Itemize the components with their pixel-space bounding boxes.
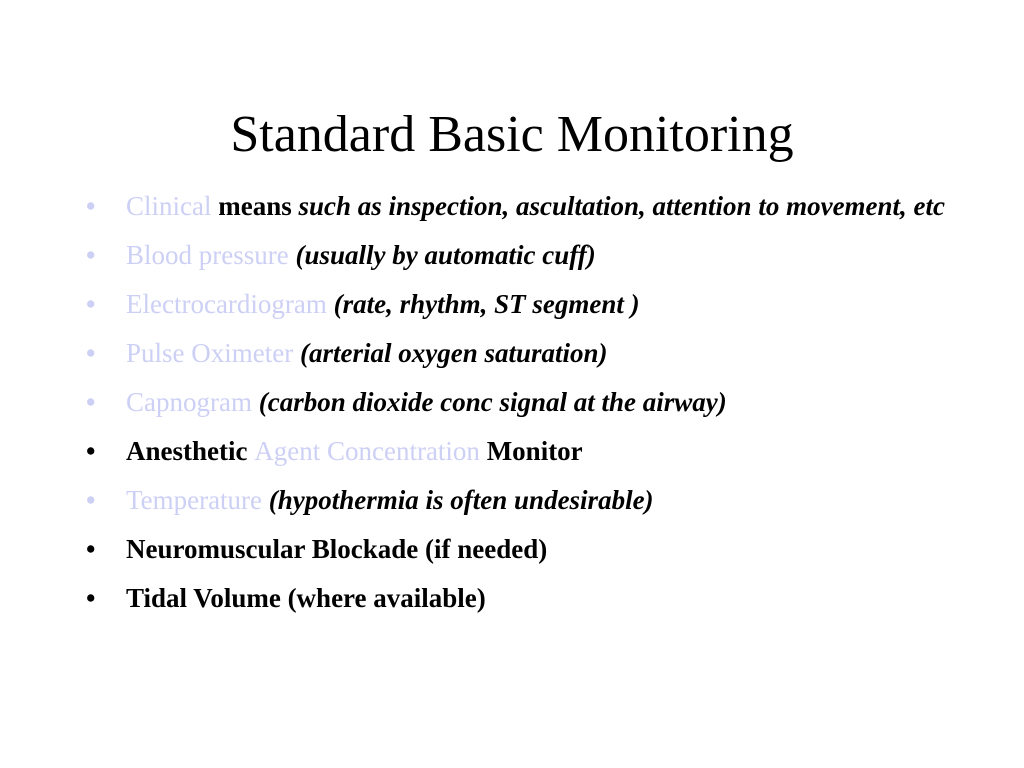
bullet-electrocardiogram-term: Electrocardiogram [126, 289, 327, 319]
bullet-neuromuscular-text: Neuromuscular Blockade (if needed) [126, 534, 548, 564]
slide-title: Standard Basic Monitoring [230, 106, 794, 163]
bullet-anesthetic-term: Agent Concentration [254, 436, 480, 466]
bullet-temperature-term: Temperature [126, 485, 263, 515]
bullet-clinical-means: means [218, 191, 292, 221]
bullet-blood-pressure [86, 235, 946, 275]
bullet-list [86, 186, 946, 627]
bullet-dot: • [86, 534, 96, 564]
bullet-clinical-detail: such as inspection, ascultation, attention to movement, etc [298, 191, 946, 221]
bullet-anesthetic-agent [86, 431, 946, 471]
bullet-dot: • [86, 338, 96, 368]
bullet-electrocardiogram [86, 284, 946, 324]
bullet-neuromuscular [86, 529, 946, 569]
bullet-dot: • [86, 289, 96, 319]
bullet-clinical-term: Clinical [126, 191, 212, 221]
bullet-temperature-detail: (hypothermia is often undesirable) [268, 485, 654, 515]
bullet-pulse-oximeter-detail: (arterial oxygen saturation) [299, 338, 608, 368]
bullet-blood-pressure-term: Blood pressure [126, 240, 289, 270]
bullet-temperature [86, 480, 946, 520]
bullet-anesthetic-suffix: Monitor [486, 436, 583, 466]
bullet-pulse-oximeter-term: Pulse Oximeter [126, 338, 294, 368]
bullet-dot: • [86, 436, 96, 466]
bullet-blood-pressure-detail: (usually by automatic cuff) [295, 240, 596, 270]
bullet-dot: • [86, 583, 96, 613]
bullet-capnogram-term: Capnogram [126, 387, 252, 417]
bullet-dot: • [86, 485, 96, 515]
bullet-dot: • [86, 387, 96, 417]
bullet-capnogram-detail: (carbon dioxide conc signal at the airway) [258, 387, 727, 417]
bullet-pulse-oximeter [86, 333, 946, 373]
bullet-capnogram [86, 382, 946, 422]
bullet-tidal-volume [86, 578, 946, 618]
bullet-dot: • [86, 240, 96, 270]
bullet-clinical [86, 186, 946, 226]
bullet-anesthetic-prefix: Anesthetic [126, 436, 248, 466]
bullet-electrocardiogram-detail: (rate, rhythm, ST segment ) [333, 289, 640, 319]
bullet-tidal-volume-text: Tidal Volume (where available) [126, 583, 486, 613]
bullet-dot: • [86, 191, 96, 221]
